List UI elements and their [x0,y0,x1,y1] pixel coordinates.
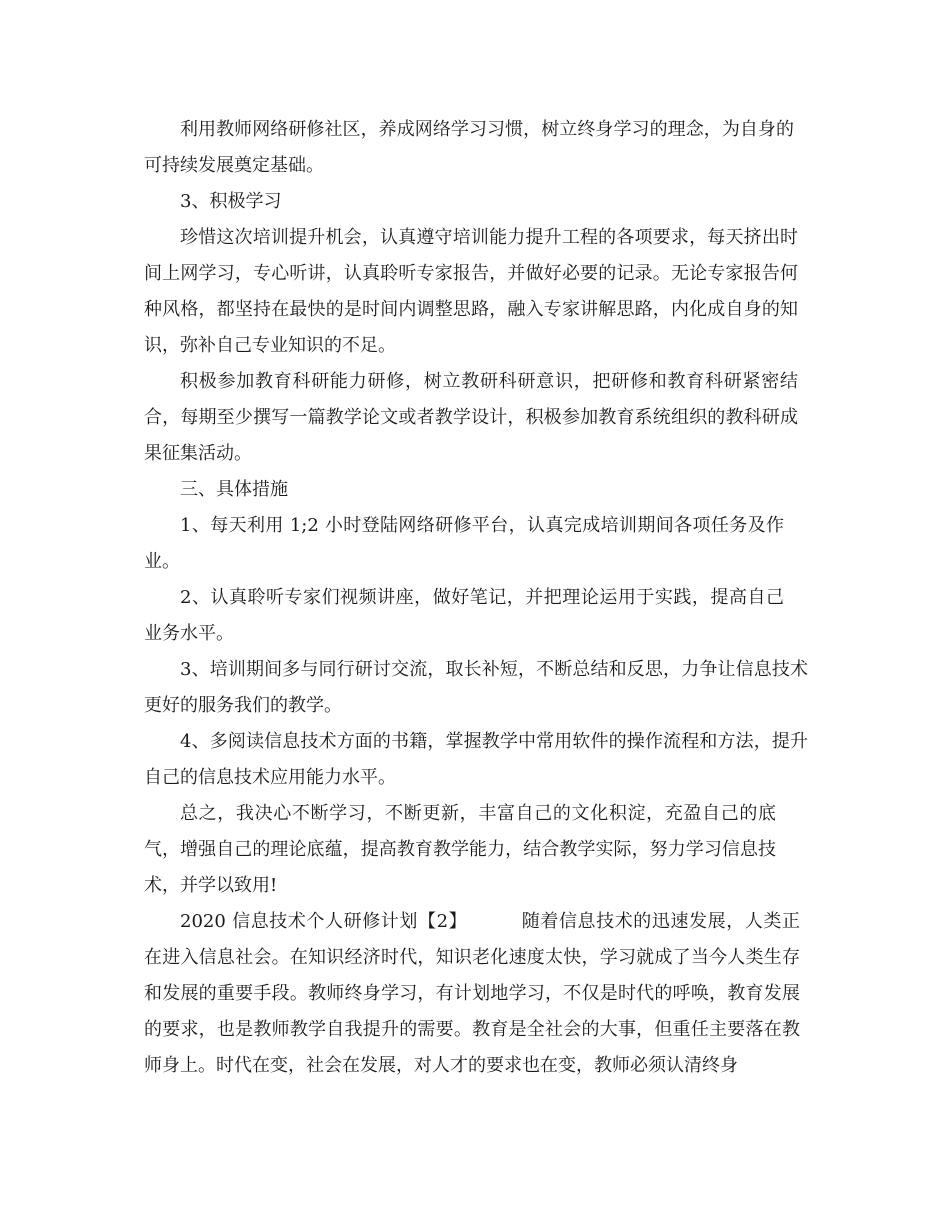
paragraph: 2、认真聆听专家们视频讲座，做好笔记，并把理论运用于实践，提高自己业务水平。 [144,587,784,644]
section-heading: 3、积极学习 [180,191,282,212]
plan-heading: 2020 信息技术个人研修计划【2】 [180,911,468,932]
paragraph: 4、多阅读信息技术方面的书籍，掌握教学中常用软件的操作流程和方法，提升自己的信息技术应用能力水平。 [144,731,808,788]
section-heading: 三、具体措施 [180,479,288,500]
paragraph: 1、每天利用 1;2 小时登陆网络研修平台，认真完成培训期间各项任务及作业。 [144,515,784,572]
paragraph: 总之，我决心不断学习，不断更新，丰富自己的文化积淀，充盈自己的底气，增强自己的理论底蕴，提高教育教学能力，结合教学实际，努力学习信息技术，并学以致用! [144,803,776,896]
plan-intro-text: 随着信息技术的迅速发展，人类正在进入信息社会。在知识经济时代，知识老化速度太快，学习就成了当今人类生存和发展的重要手段。教师终身学习，有计划地学习，不仅是时代的呼唤，教育发展的要求，也是教师教学自我提升的需要。教育是全社会的大事，但重任主要落在教师身上。时代在变，社会在发展，对人才的要求也在变，教师必须认清终身 [144,911,801,1076]
paragraph [144,904,800,1084]
document-body [144,112,808,1084]
paragraph: 3、培训期间多与同行研讨交流，取长补短，不断总结和反思，力争让信息技术更好的服务我们的教学。 [144,659,808,716]
paragraph: 积极参加教育科研能力研修，树立教研科研意识，把研修和教育科研紧密结合，每期至少撰写一篇教学论文或者教学设计，积极参加教育系统组织的教科研成果征集活动。 [144,371,798,464]
paragraph: 利用教师网络研修社区，养成网络学习习惯，树立终身学习的理念，为自身的可持续发展奠定基础。 [144,119,794,176]
paragraph: 珍惜这次培训提升机会，认真遵守培训能力提升工程的各项要求，每天挤出时间上网学习，专心听讲，认真聆听专家报告，并做好必要的记录。无论专家报告何种风格，都坚持在最快的是时间内调整思路，融入专家讲解思路，内化成自身的知识，弥补自己专业知识的不足。 [144,227,798,356]
